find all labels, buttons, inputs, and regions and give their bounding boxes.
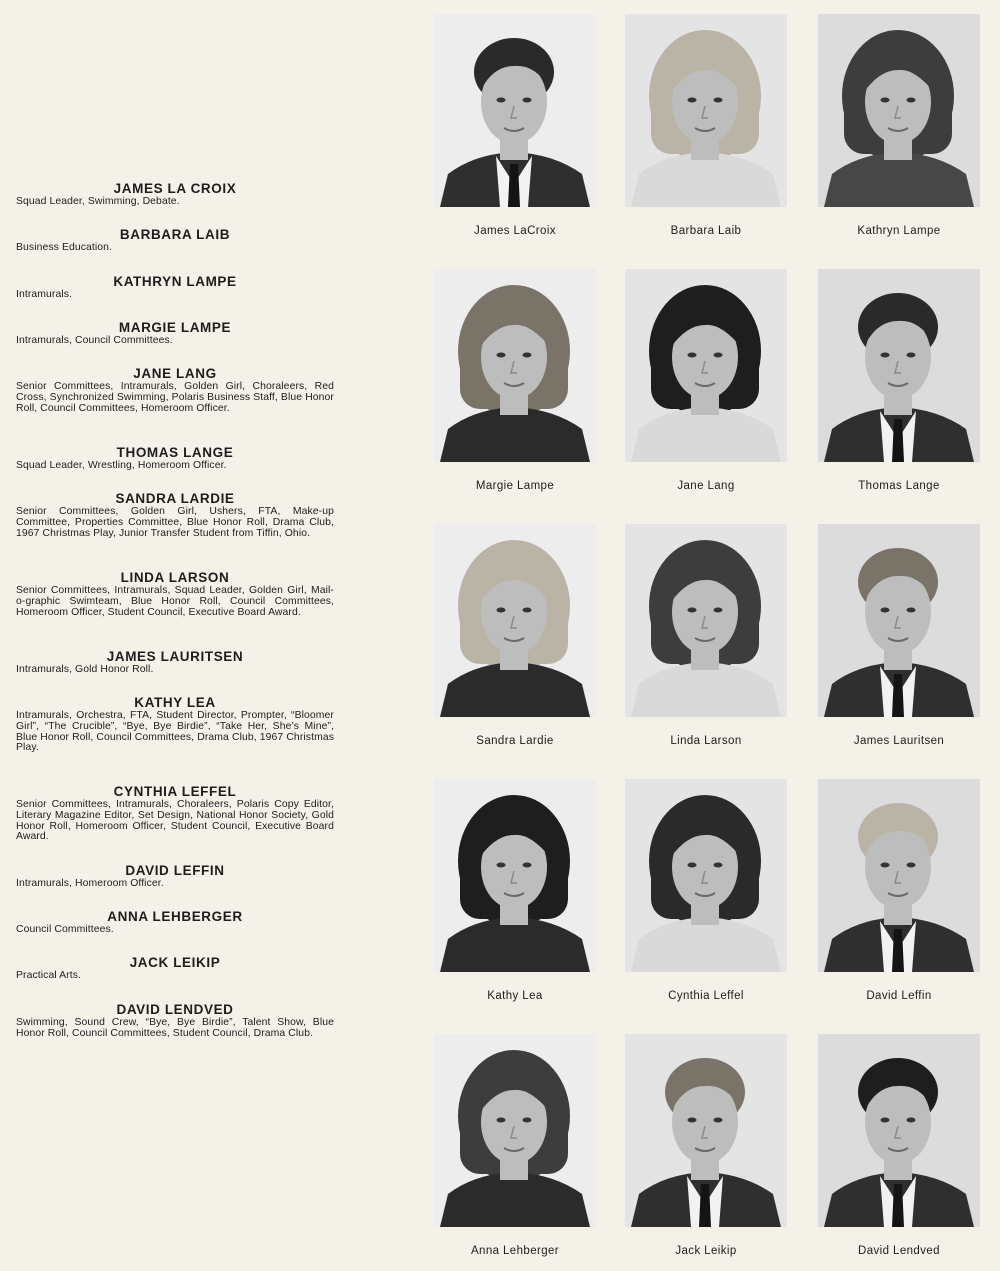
senior-name: MARGIE LAMPE (118, 320, 232, 335)
portrait-photo (818, 14, 980, 207)
senior-activities: Senior Committees, Golden Girl, Ushers, FTA, Make-up Committee, Properties Committee, Blue Honor Roll, Drama Club, 1967 Christmas Play, Junior Transfer Student from Tiffin, Ohio. (16, 506, 334, 539)
portrait-photo (625, 1034, 787, 1227)
senior-name: JAMES LA CROIX (113, 181, 237, 196)
portrait-photo (818, 524, 980, 717)
portrait-caption: Thomas Lange (858, 480, 940, 492)
senior-activities: Swimming, Sound Crew, “Bye, Bye Birdie”, Talent Show, Blue Honor Roll, Council Committees, Student Council, Drama Club. (16, 1017, 334, 1039)
senior-activities: Intramurals, Gold Honor Roll. (16, 664, 154, 675)
portrait-caption: James LaCroix (474, 225, 556, 237)
senior-name: KATHY LEA (134, 695, 216, 710)
portrait-caption: James Lauritsen (853, 735, 945, 747)
senior-name: SANDRA LARDIE (115, 491, 235, 506)
portrait-card (818, 269, 980, 492)
portrait-photo (625, 524, 787, 717)
senior-name: ANNA LEHBERGER (107, 909, 243, 924)
senior-name: JANE LANG (133, 366, 217, 381)
portrait-card (818, 779, 980, 1002)
portrait-card (434, 524, 596, 747)
portrait-card (625, 524, 787, 747)
senior-activities: Practical Arts. (16, 970, 82, 981)
portrait-caption: David Lendved (858, 1245, 940, 1257)
portrait-male-image (818, 524, 980, 717)
portrait-photo (434, 524, 596, 717)
senior-name: CYNTHIA LEFFEL (113, 784, 237, 799)
senior-name: DAVID LENDVED (116, 1002, 234, 1017)
portrait-card (818, 1034, 980, 1257)
senior-name: BARBARA LAIB (119, 227, 231, 242)
portrait-female-image (625, 269, 787, 462)
portrait-card (625, 1034, 787, 1257)
portrait-card (625, 779, 787, 1002)
senior-name: LINDA LARSON (120, 570, 230, 585)
portrait-female-image (434, 1034, 596, 1227)
portrait-caption: Barbara Laib (670, 225, 742, 237)
senior-name: KATHRYN LAMPE (113, 274, 237, 289)
portrait-caption: Anna Lehberger (470, 1245, 560, 1257)
portrait-female-image (434, 269, 596, 462)
portrait-female-image (434, 524, 596, 717)
portrait-caption: Kathryn Lampe (857, 225, 941, 237)
senior-activities: Senior Committees, Intramurals, Squad Leader, Golden Girl, Mail-o-graphic Swimteam, Blue Honor Roll, Council Committees, Homeroom Officer, Student Council, Executive Board Award. (16, 585, 334, 618)
portrait-photo (625, 14, 787, 207)
portrait-female-image (818, 14, 980, 207)
senior-activities: Senior Committees, Intramurals, Choraleers, Polaris Copy Editor, Literary Magazine Editor, Set Design, National Honor Society, Gold Honor Roll, Homeroom Officer, Student Council, Executive Board Award. (16, 799, 334, 843)
portrait-card (434, 269, 596, 492)
senior-name: JAMES LAURITSEN (106, 649, 244, 664)
portrait-caption: Jane Lang (677, 480, 735, 492)
senior-name: THOMAS LANGE (116, 445, 234, 460)
portrait-photo (434, 269, 596, 462)
senior-name: DAVID LEFFIN (125, 863, 225, 878)
portrait-photo (625, 269, 787, 462)
senior-activities: Business Education. (16, 242, 113, 253)
portrait-card (434, 779, 596, 1002)
senior-activities: Intramurals. (16, 289, 73, 300)
portrait-caption: Linda Larson (670, 735, 742, 747)
portrait-card (818, 524, 980, 747)
portrait-caption: Sandra Lardie (476, 735, 554, 747)
senior-activities: Senior Committees, Intramurals, Golden Girl, Choraleers, Red Cross, Synchronized Swimming, Polaris Business Staff, Blue Honor Roll, Council Committees, Homeroom Officer. (16, 381, 334, 414)
senior-activities: Council Committees. (16, 924, 114, 935)
portrait-male-image (818, 269, 980, 462)
portrait-card (434, 1034, 596, 1257)
senior-activities: Intramurals, Orchestra, FTA, Student Director, Prompter, “Bloomer Girl”, “The Crucible”, “Bye, Bye Birdie”, “Take Her, She’s Mine”, Blue Honor Roll, Council Committees, Drama Club, 1967 Christmas Play. (16, 710, 334, 754)
portrait-photo (818, 1034, 980, 1227)
portrait-card (818, 14, 980, 237)
portrait-caption: Jack Leikip (675, 1245, 737, 1257)
portrait-card (625, 269, 787, 492)
portrait-female-image (625, 779, 787, 972)
portrait-photo (434, 1034, 596, 1227)
portrait-card (625, 14, 787, 237)
portrait-caption: David Leffin (866, 990, 932, 1002)
portrait-male-image (818, 1034, 980, 1227)
portrait-caption: Kathy Lea (487, 990, 543, 1002)
portrait-photo (818, 779, 980, 972)
portrait-male-image (434, 14, 596, 207)
portrait-photo (434, 14, 596, 207)
portrait-female-image (625, 14, 787, 207)
portrait-female-image (625, 524, 787, 717)
senior-activities: Intramurals, Council Committees. (16, 335, 173, 346)
portrait-photo (818, 269, 980, 462)
portrait-caption: Cynthia Leffel (668, 990, 744, 1002)
senior-name: JACK LEIKIP (129, 955, 221, 970)
portrait-photo (434, 779, 596, 972)
portrait-caption: Margie Lampe (475, 480, 555, 492)
portrait-card (434, 14, 596, 237)
portrait-photo (625, 779, 787, 972)
portrait-female-image (434, 779, 596, 972)
senior-activities: Squad Leader, Wrestling, Homeroom Officer. (16, 460, 227, 471)
senior-activities: Squad Leader, Swimming, Debate. (16, 196, 180, 207)
senior-activities: Intramurals, Homeroom Officer. (16, 878, 164, 889)
portrait-male-image (818, 779, 980, 972)
portrait-male-image (625, 1034, 787, 1227)
